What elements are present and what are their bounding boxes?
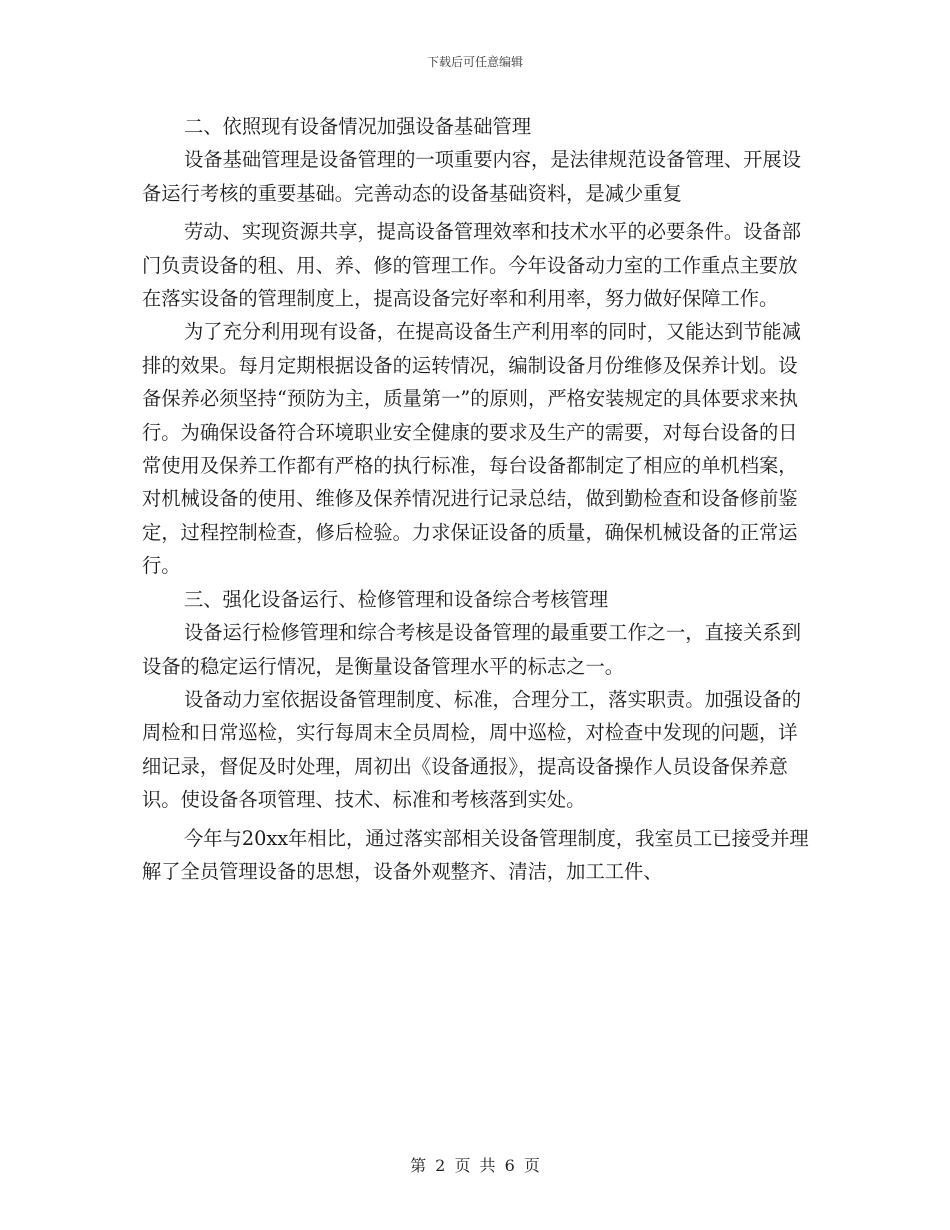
paragraph: 为了充分利用现有设备，在提高设备生产利用率的同时，又能达到节能减排的效果。每月定期根据设备的运转情况，编制设备月份维修及保养计划。设备保养必须坚持“预防为主，质量第一”的原则，严格安装规定的具体要求来执行。为确保设备符合环境职业安全健康的要求及生产的需要，对每台设备的日常使用及保养工作都有严格的执行标准，每台设备都制定了相应的单机档案，对机械设备的使用、维修及保养情况进行记录总结，做到勤检查和设备修前鉴定，过程控制检查，修后检验。力求保证设备的质量，确保机械设备的正常运行。 <box>142 320 801 578</box>
document-body <box>142 110 810 888</box>
section-heading-3: 三、强化设备运行、检修管理和设备综合考核管理 <box>184 587 609 611</box>
paragraph: 劳动、实现资源共享，提高设备管理效率和技术水平的必要条件。设备部门负责设备的租、用、养、修的管理工作。今年设备动力室的工作重点主要放在落实设备的管理制度上，提高设备完好率和利用率，努力做好保障工作。 <box>142 220 801 311</box>
paragraph: 设备动力室依据设备管理制度、标准，合理分工，落实职责。加强设备的周检和日常巡检，实行每周末全员周检，周中巡检，对检查中发现的问题，详细记录，督促及时处理，周初出《设备通报》，提高设备操作人员设备保养意识。使设备各项管理、技术、标准和考核落到实处。 <box>142 687 801 812</box>
paragraph: 设备运行检修管理和综合考核是设备管理的最重要工作之一，直接关系到设备的稳定运行情况，是衡量设备管理水平的标志之一。 <box>142 621 801 678</box>
page-number: 第 2 页 共 6 页 <box>410 1156 540 1175</box>
paragraph: 今年与20xx年相比，通过落实部相关设备管理制度，我室员工已接受并理解了全员管理设备的思想，设备外观整齐、清洁，加工工件、 <box>142 826 809 883</box>
page-header-note: 下载后可任意编辑 <box>426 55 523 69</box>
section-heading-2: 二、依照现有设备情况加强设备基础管理 <box>184 115 532 138</box>
paragraph: 设备基础管理是设备管理的一项重要内容，是法律规范设备管理、开展设备运行考核的重要基础。完善动态的设备基础资料，是减少重复 <box>142 148 801 205</box>
